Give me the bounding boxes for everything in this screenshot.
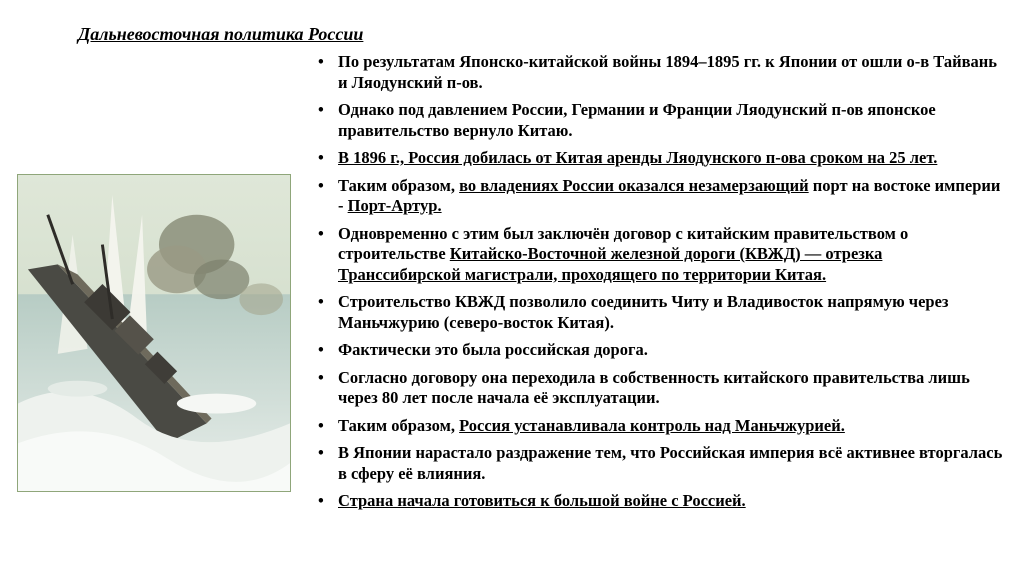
bullet-text: Однако под давлением России, Германии и Франции Ляодунский п-ов японское правительство вернуло Китаю. bbox=[338, 100, 936, 140]
bullet-text: Страна начала готовиться к большой войне с Россией. bbox=[338, 491, 746, 510]
bullet-text: Китайско-Восточной железной дороги (КВЖД) — отрезка Транссибирской магистрали, проходящего по территории Китая. bbox=[338, 244, 883, 284]
bullet-item bbox=[316, 176, 1008, 217]
bullet-text: В 1896 г., Россия добилась от Китая аренды Ляодунского п-ова сроком на 25 лет. bbox=[338, 148, 938, 167]
bullet-item bbox=[316, 52, 1008, 93]
bullet-item bbox=[316, 340, 1008, 361]
bullet-text: Порт-Артур. bbox=[347, 196, 442, 215]
bullet-text: По результатам Японско-китайской войны 1894–1895 гг. к Японии от ошли о-в Тайвань и Ляодунский п-ов. bbox=[338, 52, 997, 92]
slide-title: Дальневосточная политика России bbox=[78, 24, 364, 44]
bullet-text: порт на востоке империи - bbox=[338, 175, 1001, 215]
bullet-text: Фактически это была российская дорога. bbox=[338, 340, 648, 359]
ship-explosion-icon bbox=[18, 175, 290, 491]
bullet-text: Строительство КВЖД позволило соединить Читу и Владивосток напрямую через Маньчжурию (северо-восток Китая). bbox=[338, 292, 949, 332]
bullet-item bbox=[316, 491, 1008, 512]
bullet-text: во владениях России оказался незамерзающий bbox=[459, 175, 809, 195]
bullet-item bbox=[316, 368, 1008, 409]
bullet-text: Согласно договору она переходила в собственность китайского правительства лишь через 80 лет после начала её эксплуатации. bbox=[338, 367, 970, 407]
bullet-text: Таким образом, bbox=[338, 175, 460, 195]
bullet-text: Одновременно с этим был заключён договор с китайским правительством о строительстве bbox=[338, 223, 909, 263]
bullet-text: Таким образом, bbox=[338, 415, 460, 435]
bullet-item bbox=[316, 148, 1008, 169]
bullet-text: В Японии нарастало раздражение тем, что Российская империя всё активнее вторгалась в сферу её влияния. bbox=[338, 443, 1003, 483]
warship-sinking-illustration bbox=[17, 174, 291, 492]
bullet-list bbox=[316, 52, 1008, 519]
bullet-item bbox=[316, 224, 1008, 286]
bullet-text: Россия устанавливала контроль над Маньчжурией. bbox=[459, 415, 845, 435]
bullet-item bbox=[316, 443, 1008, 484]
bullet-item bbox=[316, 416, 1008, 437]
bullet-item bbox=[316, 100, 1008, 141]
bullet-item bbox=[316, 292, 1008, 333]
